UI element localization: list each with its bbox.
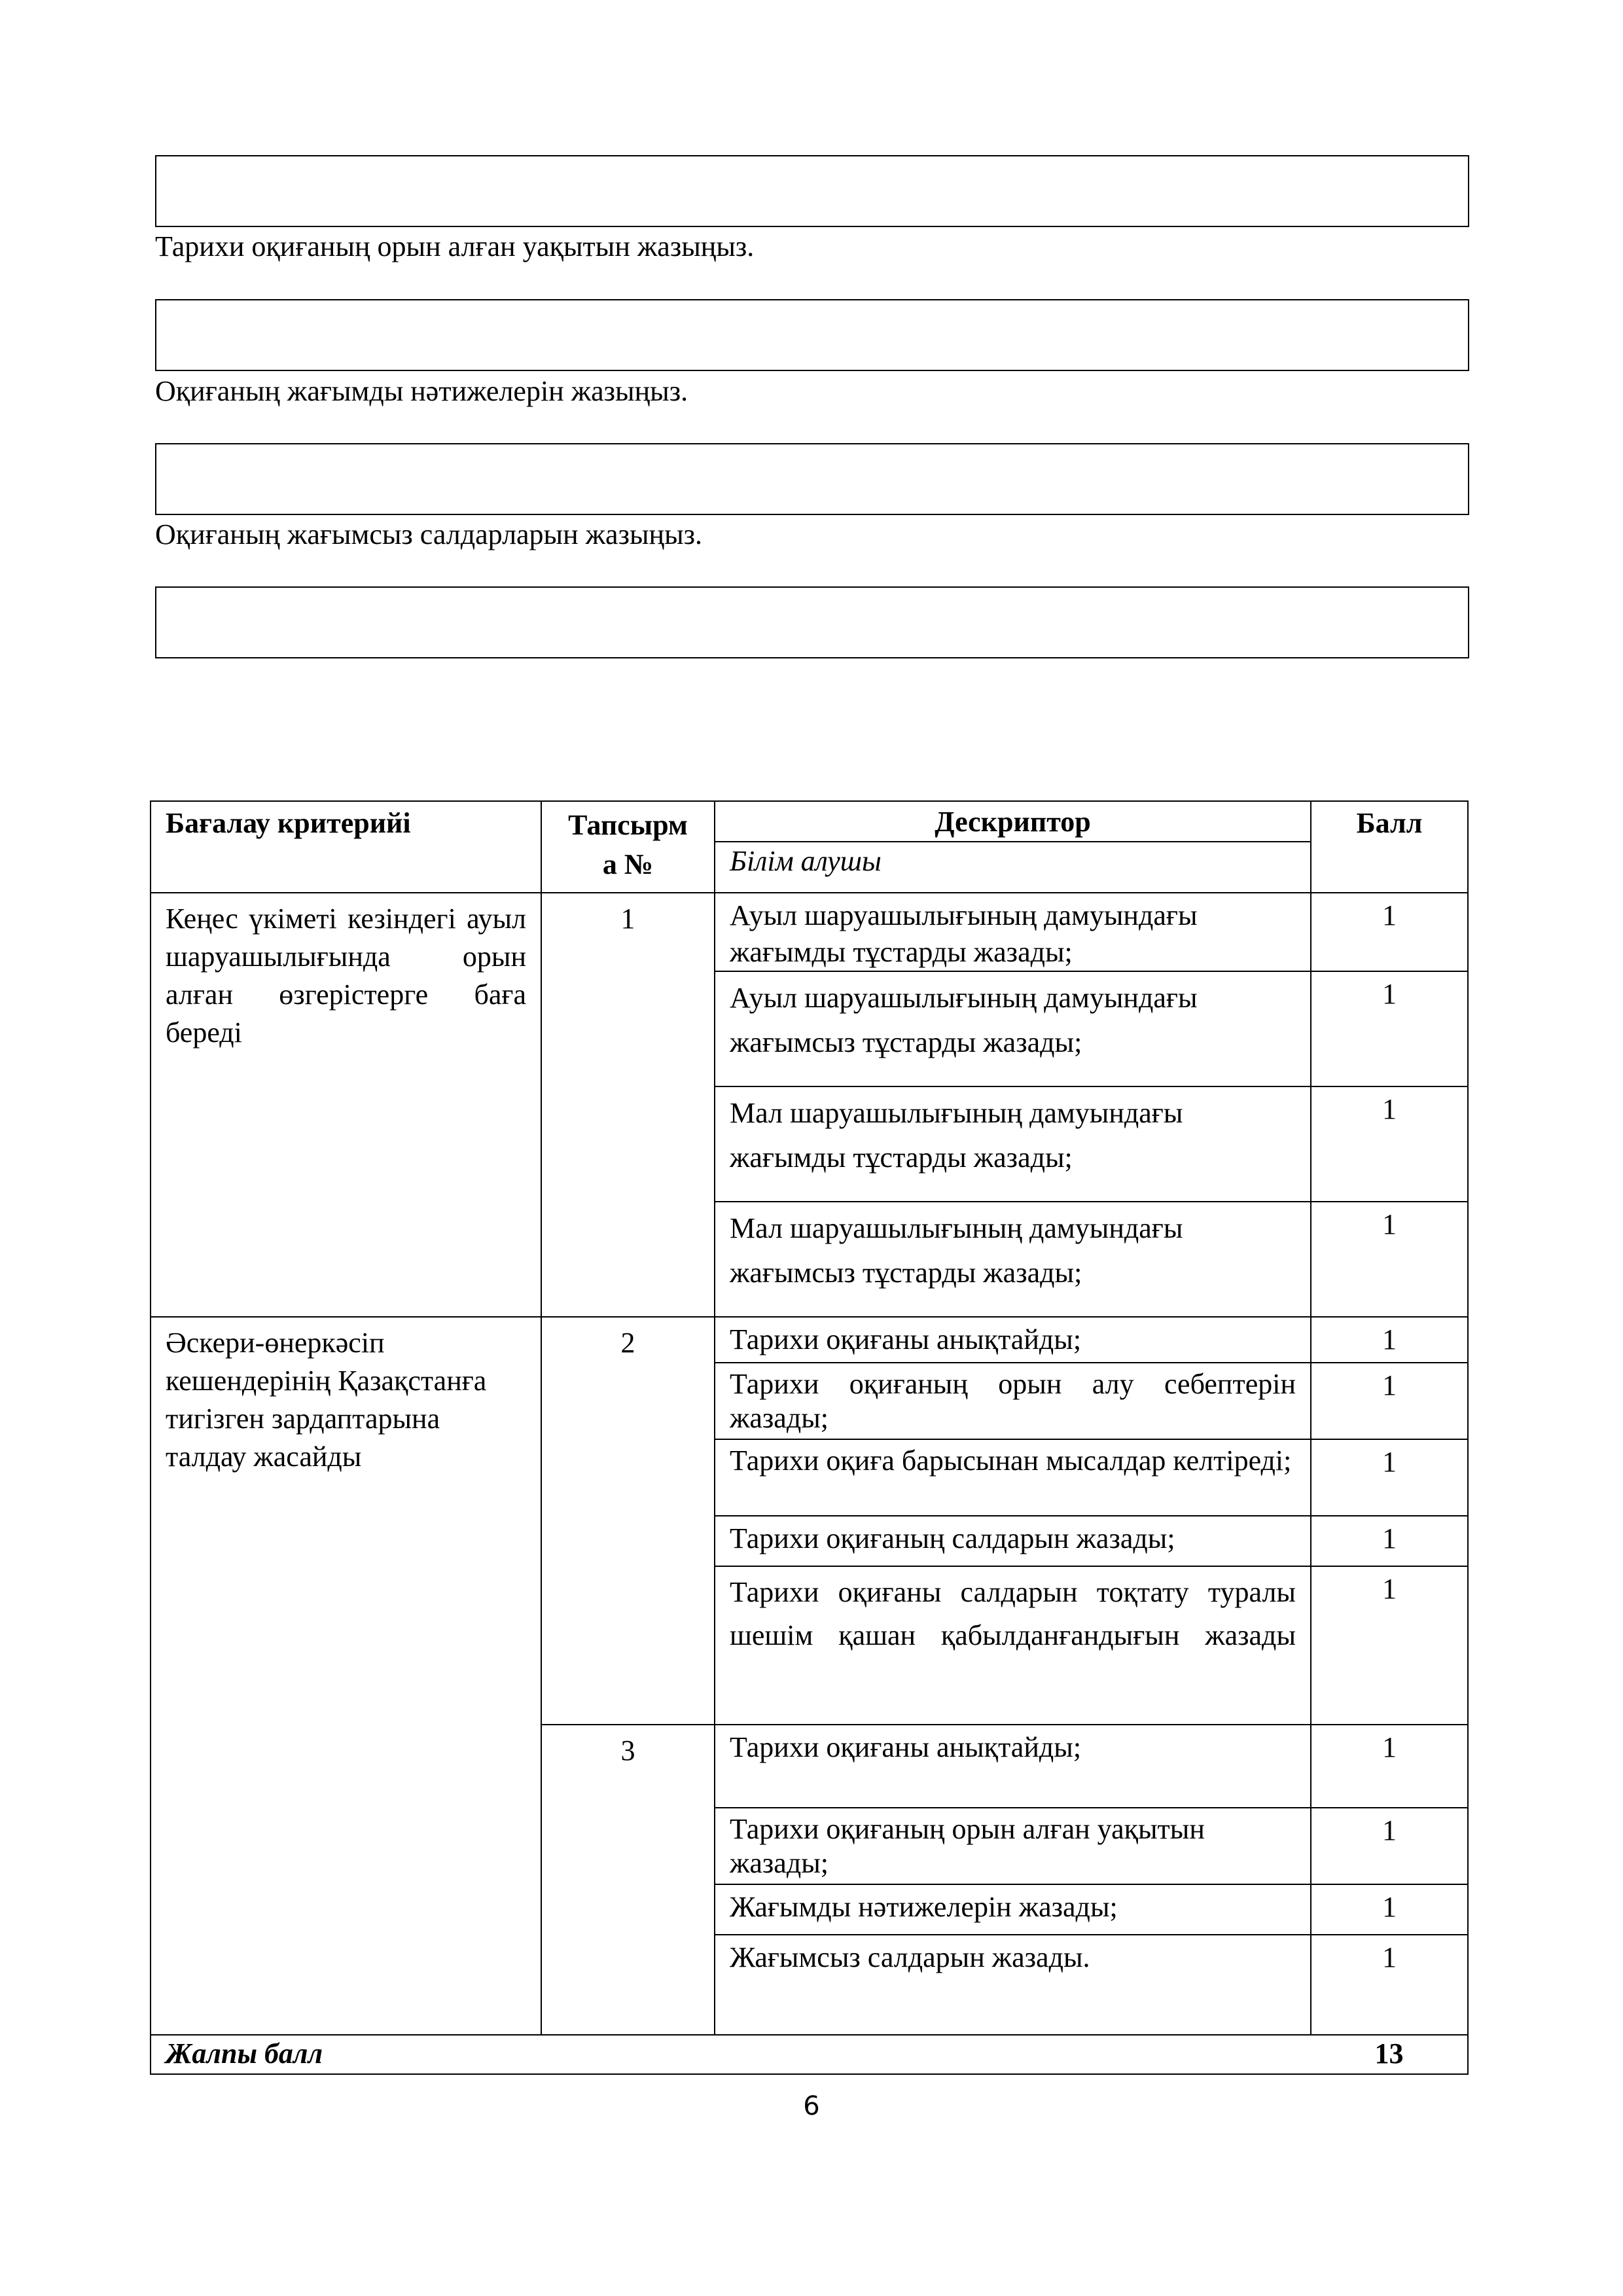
score-cell: 1 [1311,1317,1468,1363]
score-cell: 1 [1311,1363,1468,1439]
header-task [541,801,715,893]
header-descriptor: Дескриптор [715,801,1311,842]
header-task-line2: а № [602,848,654,880]
header-criterion: Бағалау критерийі [151,801,541,893]
score-cell: 1 [1311,1439,1468,1516]
prompt-negative-consequences: Оқиғаның жағымсыз салдарларын жазыңыз. [155,518,703,550]
header-score: Балл [1311,801,1468,893]
table-row [151,1317,1468,1363]
descriptor-cell: Тарихи оқиғаны анықтайды; [715,1725,1311,1808]
descriptor-cell: Тарихи оқиғаның орын алған уақытын жазады; [715,1808,1311,1884]
descriptor-cell: Мал шаруашылығының дамуындағы жағымды тұстарды жазады; [715,1086,1311,1202]
table-row [151,893,1468,971]
descriptor-cell: Тарихи оқиғаның салдарын жазады; [715,1516,1311,1566]
header-descriptor-sub: Білім алушы [715,842,1311,893]
descriptor-cell: Ауыл шаруашылығының дамуындағы жағымсыз тұстарды жазады; [715,971,1311,1086]
total-row [151,2035,1468,2074]
score-cell: 1 [1311,1884,1468,1935]
descriptor-cell: Тарихи оқиғаны анықтайды; [715,1317,1311,1363]
criterion-2: Әскери-өнеркәсіп кешендерінің Қазақстанға тигізген зардаптарына талдау жасайды [151,1317,541,2035]
descriptor-cell: Тарихи оқиғаны салдарын тоқтату туралы шешім қашан қабылданғандығын жазады [715,1566,1311,1725]
task-number-3: 3 [541,1725,715,2035]
header-task-line1: Тапсырм [568,809,688,841]
score-cell: 1 [1311,1566,1468,1725]
total-label: Жалпы балл [151,2035,1311,2074]
rubric-table [150,800,1469,2075]
answer-box-1[interactable] [155,155,1469,227]
score-cell: 1 [1311,1808,1468,1884]
criterion-1: Кеңес үкіметі кезіндегі ауыл шаруашылығында орын алған өзгерістерге баға береді [151,893,541,1317]
score-cell: 1 [1311,1725,1468,1808]
page-number: 6 [803,2091,820,2121]
descriptor-cell: Ауыл шаруашылығының дамуындағы жағымды тұстарды жазады; [715,893,1311,971]
score-cell: 1 [1311,971,1468,1086]
descriptor-cell: Тарихи оқиғаның орын алу себептерін жазады; [715,1363,1311,1439]
score-cell: 1 [1311,893,1468,971]
descriptor-cell: Жағымсыз салдарын жазады. [715,1935,1311,2035]
score-cell: 1 [1311,1086,1468,1202]
prompt-event-time: Тарихи оқиғаның орын алған уақытын жазыңыз. [155,230,755,262]
score-cell: 1 [1311,1202,1468,1317]
score-cell: 1 [1311,1935,1468,2035]
descriptor-cell: Жағымды нәтижелерін жазады; [715,1884,1311,1935]
prompt-positive-results: Оқиғаның жағымды нәтижелерін жазыңыз. [155,375,688,407]
descriptor-cell: Тарихи оқиға барысынан мысалдар келтіреді; [715,1439,1311,1516]
score-cell: 1 [1311,1516,1468,1566]
answer-box-4[interactable] [155,586,1469,658]
task-number-1: 1 [541,893,715,1317]
total-value: 13 [1311,2035,1468,2074]
answer-box-2[interactable] [155,299,1469,371]
task-number-2: 2 [541,1317,715,1725]
descriptor-cell: Мал шаруашылығының дамуындағы жағымсыз тұстарды жазады; [715,1202,1311,1317]
answer-box-3[interactable] [155,443,1469,515]
